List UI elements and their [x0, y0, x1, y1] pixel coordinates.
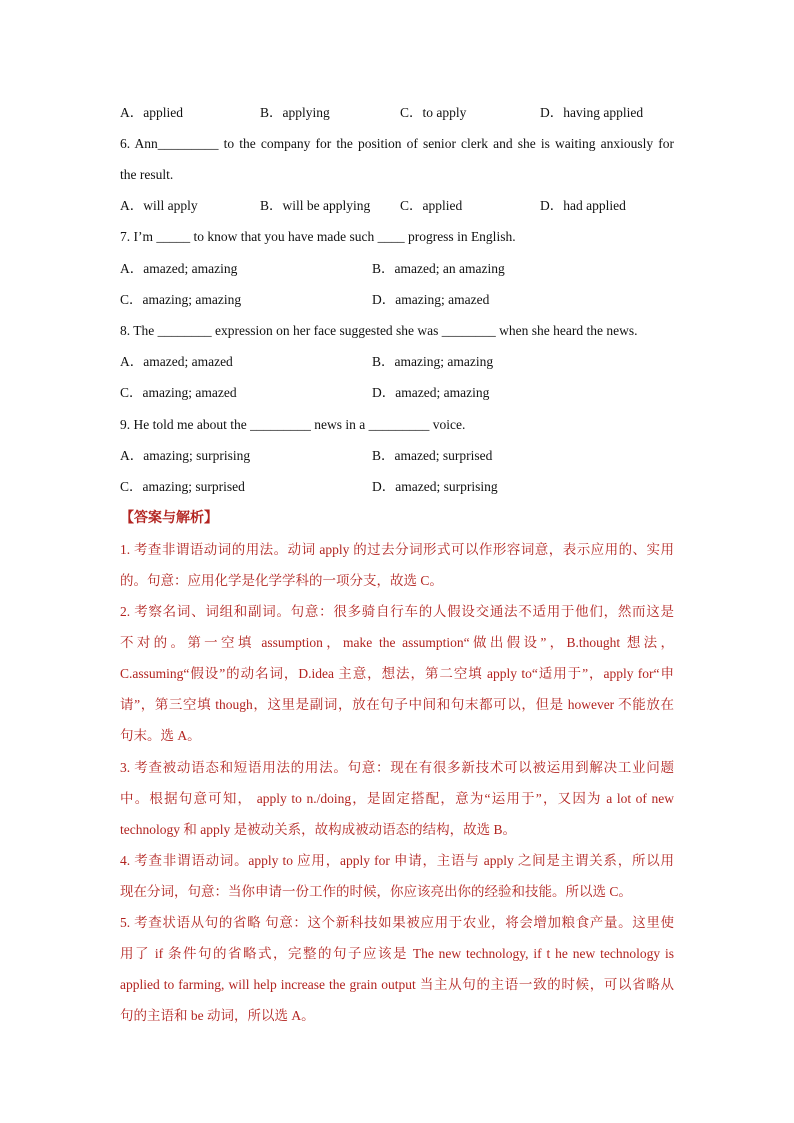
answer-line: applied to farming, will help increase the grain output 当主从句的主语一致的时候，可以省略从 — [120, 977, 674, 992]
q5-option-a: A．applied — [120, 105, 183, 120]
q6-option-c: C．applied — [400, 198, 463, 213]
q9-option-b: B．amazed; surprised — [372, 448, 493, 463]
answer-line: 不对的。第一空填 assumption，make the assumption“做出假设”，B.thought 想法， — [120, 635, 674, 650]
q8-option-c: C．amazing; amazed — [120, 385, 237, 400]
q5-option-b: B．applying — [260, 105, 330, 120]
answer-line: 的。句意：应用化学是化学学科的一项分支，故选 C。 — [120, 573, 443, 588]
q7-option-a: A．amazed; amazing — [120, 261, 238, 276]
q9-stem: 9. He told me about the _________ news in a _________ voice. — [120, 417, 466, 432]
q5-option-c: C．to apply — [400, 105, 467, 120]
answer-line: 5. 考查状语从句的省略 句意：这个新科技如果被应用于农业，将会增加粮食产量。这里使 — [120, 915, 674, 930]
answer-line: 2. 考察名词、词组和副词。句意：很多骑自行车的人假设交通法不适用于他们，然而这是 — [120, 604, 674, 619]
answer-line: 4. 考查非谓语动词。apply to 应用，apply for 申请，主语与 apply 之间是主谓关系，所以用 — [120, 853, 674, 868]
answer-line: 用了 if 条件句的省略式，完整的句子应该是 The new technology, if t he new technology is — [120, 946, 674, 961]
answer-line: C.assuming“假设”的动名词，D.idea 主意，想法，第二空填 apply to“适用于”，apply for“申 — [120, 666, 674, 681]
answer-line: 3. 考查被动语态和短语用法的用法。句意：现在有很多新技术可以被运用到解决工业问题 — [120, 760, 674, 775]
q6-option-b: B．will be applying — [260, 198, 371, 213]
q6-stem-line1: 6. Ann_________ to the company for the position of senior clerk and she is waiting anxiously for — [120, 136, 674, 151]
answer-line: 句的主语和 be 动词，所以选 A。 — [120, 1008, 315, 1023]
q6-option-d: D．had applied — [540, 198, 626, 213]
answer-line: 句末。选 A。 — [120, 728, 201, 743]
q7-stem: 7. I’m _____ to know that you have made such ____ progress in English. — [120, 229, 516, 244]
q6-option-a: A．will apply — [120, 198, 198, 213]
q6-stem-line2: the result. — [120, 167, 174, 182]
q9-option-c: C．amazing; surprised — [120, 479, 245, 494]
q7-option-d: D．amazing; amazed — [372, 292, 490, 307]
q8-option-b: B．amazing; amazing — [372, 354, 494, 369]
q9-option-a: A．amazing; surprising — [120, 448, 251, 463]
q7-option-b: B．amazed; an amazing — [372, 261, 505, 276]
q8-stem: 8. The ________ expression on her face suggested she was ________ when she heard the news. — [120, 323, 638, 338]
answer-line: technology 和 apply 是被动关系，故构成被动语态的结构，故选 B。 — [120, 822, 516, 837]
answer-line: 请”，第三空填 though，这里是副词，放在句子中间和句末都可以，但是 however 不能放在 — [120, 697, 674, 712]
answer-line: 中。根据句意可知， apply to n./doing，是固定搭配，意为“运用于”，又因为 a lot of new — [120, 791, 674, 806]
q9-option-d: D．amazed; surprising — [372, 479, 498, 494]
answer-line: 现在分词，句意：当你申请一份工作的时候，你应该亮出你的经验和技能。所以选 C。 — [120, 884, 632, 899]
q7-option-c: C．amazing; amazing — [120, 292, 242, 307]
answers-heading: 【答案与解析】 — [120, 511, 218, 526]
q5-option-d: D．having applied — [540, 105, 644, 120]
answer-line: 1. 考查非谓语动词的用法。动词 apply 的过去分词形式可以作形容词意，表示应用的、实用 — [120, 542, 674, 557]
q8-option-d: D．amazed; amazing — [372, 385, 490, 400]
q8-option-a: A．amazed; amazed — [120, 354, 233, 369]
